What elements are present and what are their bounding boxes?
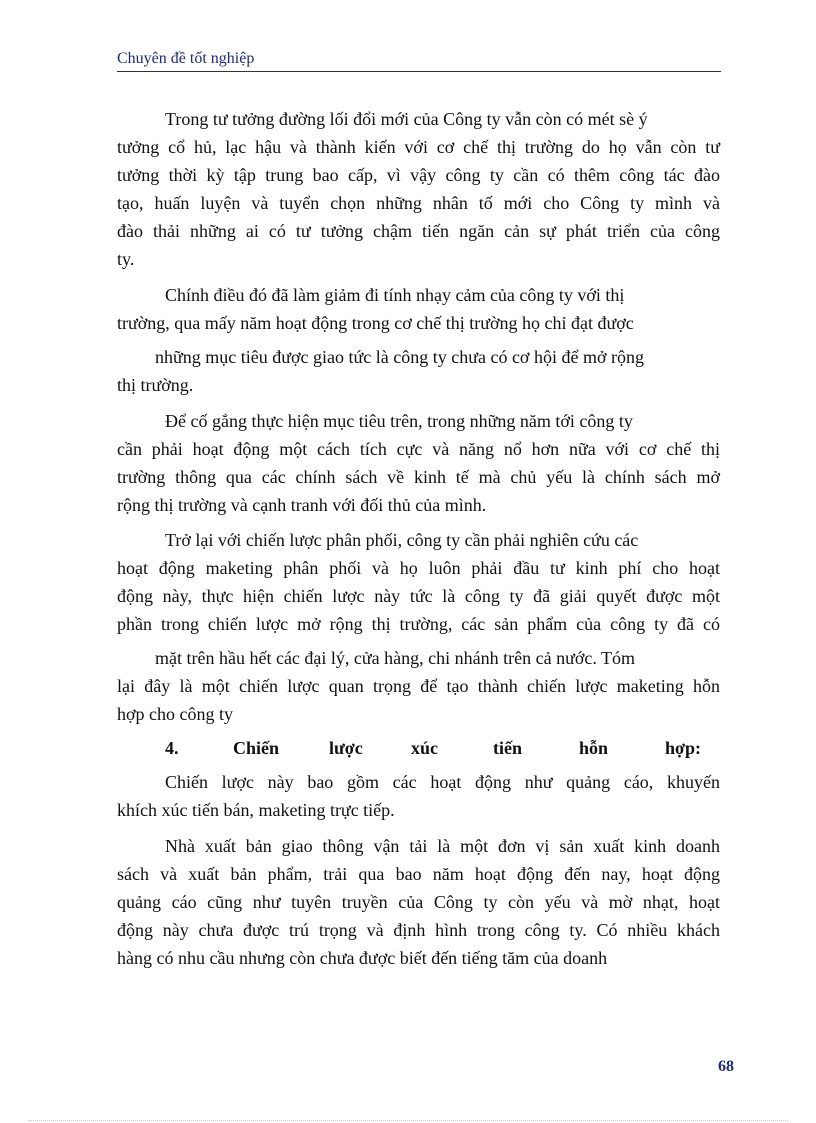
text-line: trường, qua mấy năm hoạt động trong cơ chế thị trường họ chỉ đạt được xyxy=(117,313,634,333)
text-line: quảng cáo cũng như tuyên truyền của Công ty còn yếu và mờ nhạt, hoạt xyxy=(117,892,720,912)
text-line: động này, thực hiện chiến lược này tức là công ty đã giải quyết được một xyxy=(117,586,720,606)
section-heading-word: tiến xyxy=(493,738,522,758)
text-line: tưởng thời kỳ tập trung bao cấp, vì vậy công ty cần có thêm công tác đào xyxy=(117,165,720,185)
section-heading-word: hợp: xyxy=(665,738,701,758)
header-title: Chuyên đề tốt nghiệp xyxy=(117,50,255,67)
footer-divider xyxy=(28,1120,788,1121)
text-line: những mục tiêu được giao tức là công ty chưa có cơ hội để mở rộng xyxy=(155,347,644,367)
text-line: hàng có nhu cầu nhưng còn chưa được biết đến tiếng tăm của doanh xyxy=(117,948,608,968)
text-line: Chính điều đó đã làm giảm đi tính nhạy cảm của công ty với thị xyxy=(165,285,625,305)
page-number: 68 xyxy=(718,1058,734,1075)
text-line: cần phải hoạt động một cách tích cực và năng nổ hơn nữa với cơ chế thị xyxy=(117,439,720,459)
section-heading-word: xúc xyxy=(411,738,438,758)
section-heading-word: lược xyxy=(329,738,363,758)
text-line: Trong tư tưởng đường lối đổi mới của Công ty vẫn còn có mét sè ý xyxy=(165,109,648,129)
page-header xyxy=(117,49,721,72)
text-line: thị trường. xyxy=(117,375,194,395)
text-line: hợp cho công ty xyxy=(117,704,233,724)
text-line: Chiến lược này bao gồm các hoạt động như quảng cáo, khuyến xyxy=(165,772,720,792)
section-number: 4. xyxy=(165,738,179,758)
text-line: lại đây là một chiến lược quan trọng để tạo thành chiến lược maketing hỗn xyxy=(117,676,720,696)
text-line: sách và xuất bản phẩm, trải qua bao năm hoạt động đến nay, hoạt động xyxy=(117,864,720,884)
text-line: tưởng cổ hủ, lạc hậu và thành kiến với cơ chế thị trường do họ vẫn còn tư xyxy=(117,137,720,157)
text-line: động này chưa được trú trọng và định hình trong công ty. Có nhiều khách xyxy=(117,920,720,940)
text-line: Trở lại với chiến lược phân phối, công ty cần phải nghiên cứu các xyxy=(165,530,639,550)
text-line: hoạt động maketing phân phối và họ luôn phải đầu tư kinh phí cho hoạt xyxy=(117,558,720,578)
section-heading-word: Chiến xyxy=(233,738,280,758)
text-line: đào thải những ai có tư tưởng chậm tiến ngăn cản sự phát triển của công xyxy=(117,221,720,241)
text-line: Nhà xuất bản giao thông vận tải là một đơn vị sản xuất kinh doanh xyxy=(165,836,720,856)
text-line: tạo, huấn luyện và tuyển chọn những nhân tố mới cho Công ty mình và xyxy=(117,193,720,213)
text-line: mặt trên hầu hết các đại lý, cửa hàng, chi nhánh trên cả nước. Tóm xyxy=(155,648,636,668)
text-line: ty. xyxy=(117,249,135,269)
text-line: khích xúc tiến bán, maketing trực tiếp. xyxy=(117,800,395,820)
text-line: trường thông qua các chính sách về kinh tế mà chủ yếu là chính sách mở xyxy=(117,467,720,487)
text-line: rộng thị trường và cạnh tranh với đối thủ của mình. xyxy=(117,495,487,515)
text-line: phần trong chiến lược mở rộng thị trường, các sản phẩm của công ty đã có xyxy=(117,614,720,634)
section-heading-word: hỗn xyxy=(579,738,609,758)
text-line: Để cố gắng thực hiện mục tiêu trên, trong những năm tới công ty xyxy=(165,411,633,431)
